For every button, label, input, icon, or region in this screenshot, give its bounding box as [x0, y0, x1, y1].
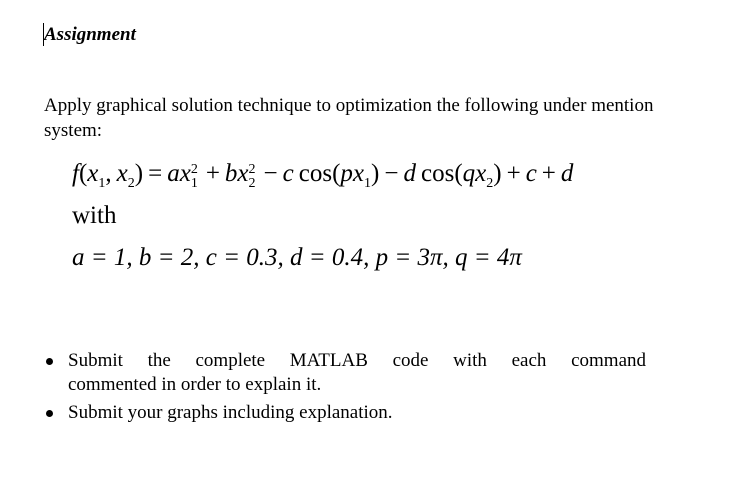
formula-p: p [340, 160, 353, 187]
bullet-text-line: Submit the complete MATLAB code with each command [68, 350, 646, 371]
parameter-values [72, 244, 522, 272]
formula-cos-1: cos [298, 160, 333, 187]
bullet-dot-icon [46, 358, 53, 365]
formula-x1-term: x [179, 160, 191, 187]
formula-b: b [224, 160, 238, 187]
formula-supsub-1: 2 1 [190, 162, 198, 191]
bullet-item [44, 349, 646, 397]
formula-d: d [403, 160, 416, 187]
formula-c-2: c [525, 160, 537, 187]
with-label [72, 202, 116, 230]
formula-q: q [462, 160, 476, 187]
bullet-list [44, 349, 646, 429]
objective-function: $f(x_1$, $x_2$) = ax 2 1 + bx 2 2 − c $\cos(px_1) - d$ $\cos(qx_2) + c + d$ [72, 160, 574, 191]
formula-x2-cos: x [475, 160, 487, 187]
bullet-dot-icon [46, 410, 53, 417]
formula-cos-2: cos [420, 160, 455, 187]
params-text: a = 1, b = 2, c = 0.3, d = 0.4, p = 3π, q = 4π [72, 244, 522, 271]
formula-sub-1: 1 [98, 176, 106, 191]
formula-a: a [167, 160, 180, 187]
formula-x1: x [87, 160, 99, 187]
formula-x2: x [116, 160, 128, 187]
formula-f: f [72, 160, 79, 187]
formula-sub-2: 2 [127, 176, 135, 191]
with-word: with [72, 202, 117, 229]
bullet-item [44, 401, 646, 425]
formula-x1-cos: x [352, 160, 365, 187]
formula-d-2: d [560, 160, 574, 187]
intro-paragraph: Apply graphical solution technique to optimization the following under mention system: [44, 95, 654, 141]
assignment-heading: Assignment [44, 24, 136, 45]
bullet-text-line: commented in order to explain it. [68, 374, 322, 395]
formula-x2-term: x [237, 160, 249, 187]
formula-supsub-2: 2 2 [248, 162, 256, 191]
bullet-text-line: Submit your graphs including explanation. [68, 402, 393, 423]
formula-c: c [282, 160, 294, 187]
